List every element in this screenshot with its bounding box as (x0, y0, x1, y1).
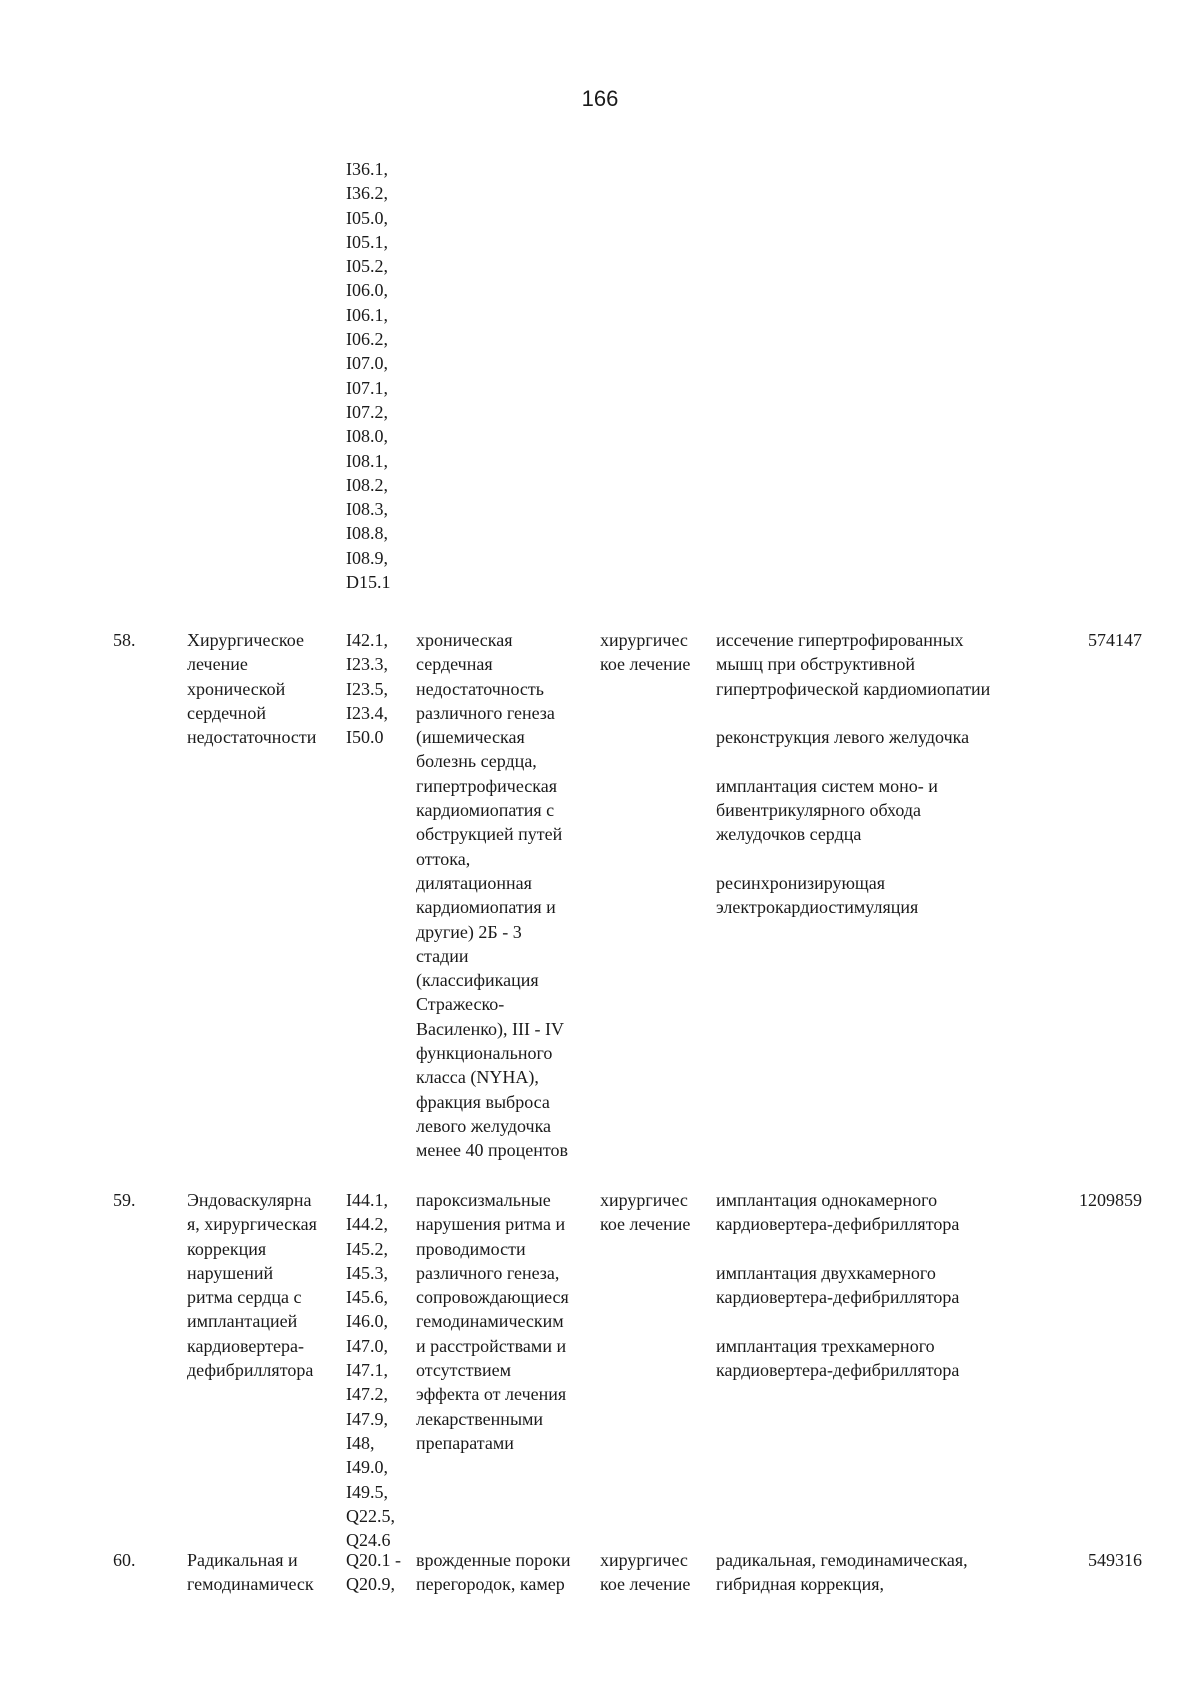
treatment-methods: радикальная, гемодинамическая, гибридная коррекция, (716, 1550, 968, 1595)
diagnosis-codes: I42.1, I23.3, I23.5, I23.4, I50.0 (346, 630, 388, 748)
financial-norm: 1209859 (1079, 1190, 1142, 1210)
treatment-methods: иссечение гипертрофированных мышц при обструктивной гипертрофической кардиомиопатии реконструкция левого желудочка имплантация систем моно- и бивентрикулярного обхода желудочков сердца ресинхронизирующая электрокардиостимуляция (716, 630, 991, 918)
treatment-type: хирургичес кое лечение (600, 1190, 691, 1235)
diagnosis-codes: Q20.1 - Q20.9, (346, 1550, 401, 1595)
care-type-name: Хирургическое лечение хронической сердечной недостаточности (187, 630, 317, 748)
row-number: 60. (113, 1550, 136, 1570)
row-number: 58. (113, 630, 136, 650)
treatment-type: хирургичес кое лечение (600, 630, 691, 675)
patient-model: врожденные пороки перегородок, камер (416, 1550, 571, 1595)
diagnosis-codes: I44.1, I44.2, I45.2, I45.3, I45.6, I46.0, I47.0, I47.1, I47.2, I47.9, I48, I49.0, I49.5, Q22.5, Q24.6 (346, 1190, 395, 1551)
treatment-methods: имплантация однокамерного кардиовертера-дефибриллятора имплантация двухкамерного кардиовертера-дефибриллятора имплантация трехкамерного кардиовертера-дефибриллятора (716, 1190, 960, 1381)
continued-diagnosis-codes: I36.1, I36.2, I05.0, I05.1, I05.2, I06.0, I06.1, I06.2, I07.0, I07.1, I07.2, I08.0, I08.1, I08.2, I08.3, I08.8, I08.9, D15.1 (346, 159, 391, 593)
financial-norm: 574147 (1088, 630, 1142, 650)
care-type-name: Эндоваскулярна я, хирургическая коррекция нарушений ритма сердца с имплантацией кардиовертера- дефибриллятора (187, 1190, 317, 1381)
row-number: 59. (113, 1190, 136, 1210)
patient-model: хроническая сердечная недостаточность различного генеза (ишемическая болезнь сердца, гипертрофическая кардиомиопатия с обструкцией путей оттока, дилятационная кардиомиопатия и другие) 2Б - 3 стадии (классификация Стражеско- Василенко), III - IV функционального класса (NYHA), фракция выброса левого желудочка менее 40 процентов (416, 630, 569, 1161)
care-type-name: Радикальная и гемодинамическ (187, 1550, 314, 1595)
treatment-type: хирургичес кое лечение (600, 1550, 691, 1595)
patient-model: пароксизмальные нарушения ритма и проводимости различного генеза, сопровождающиеся гемодинамическим и расстройствами и отсутствием эффекта от лечения лекарственными препаратами (416, 1190, 569, 1453)
page-number: 166 (581, 86, 619, 111)
financial-norm: 549316 (1088, 1550, 1142, 1570)
